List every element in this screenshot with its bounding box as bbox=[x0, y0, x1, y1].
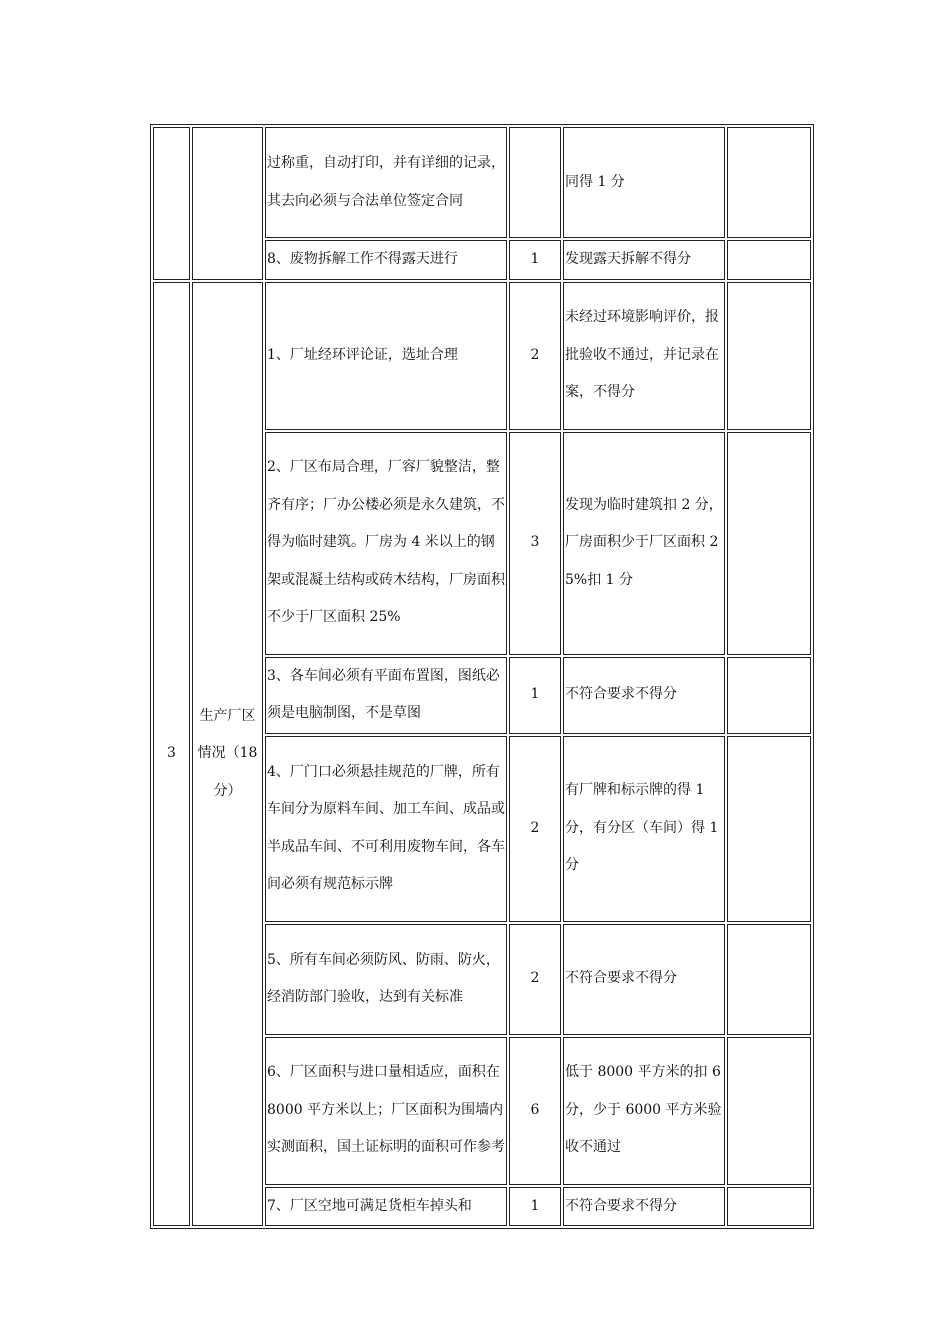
note-cell bbox=[727, 282, 811, 430]
note-cell bbox=[727, 1037, 811, 1185]
content-cell: 4、厂门口必须悬挂规范的厂牌，所有车间分为原料车间、加工车间、成品或半成品车间、不可利用废物车间，各车间必须有规范标示牌 bbox=[265, 736, 507, 922]
rule-cell: 未经过环境影响评价，报批验收不通过，并记录在案，不得分 bbox=[563, 282, 725, 430]
content-cell: 5、所有车间必须防风、防雨、防火，经消防部门验收，达到有关标准 bbox=[265, 924, 507, 1035]
content-cell: 过称重，自动打印，并有详细的记录，其去向必须与合法单位签定合同 bbox=[265, 127, 507, 238]
score-cell: 1 bbox=[509, 240, 561, 280]
note-cell bbox=[727, 432, 811, 655]
content-cell: 2、厂区布局合理，厂容厂貌整洁，整齐有序；厂办公楼必须是永久建筑，不得为临时建筑。厂房为 4 米以上的钢架或混凝土结构或砖木结构，厂房面积不少于厂区面积 25% bbox=[265, 432, 507, 655]
rule-cell: 不符合要求不得分 bbox=[563, 657, 725, 734]
rule-cell: 不符合要求不得分 bbox=[563, 1187, 725, 1227]
row-number-cell bbox=[153, 127, 190, 280]
rule-cell: 有厂牌和标示牌的得 1 分，有分区（车间）得 1 分 bbox=[563, 736, 725, 922]
content-cell: 1、厂址经环评论证，选址合理 bbox=[265, 282, 507, 430]
score-cell: 2 bbox=[509, 282, 561, 430]
rule-cell: 发现为临时建筑扣 2 分，厂房面积少于厂区面积 25%扣 1 分 bbox=[563, 432, 725, 655]
item-cell bbox=[192, 127, 263, 280]
note-cell bbox=[727, 736, 811, 922]
score-cell bbox=[509, 127, 561, 238]
item-cell: 生产厂区情况（18 分） bbox=[192, 282, 263, 1227]
score-cell: 2 bbox=[509, 924, 561, 1035]
score-cell: 1 bbox=[509, 1187, 561, 1227]
row-number-cell: 3 bbox=[153, 282, 190, 1227]
content-cell: 7、厂区空地可满足货柜车掉头和 bbox=[265, 1187, 507, 1227]
note-cell bbox=[727, 240, 811, 280]
content-cell: 8、废物拆解工作不得露天进行 bbox=[265, 240, 507, 280]
rule-cell: 低于 8000 平方米的扣 6 分，少于 6000 平方米验收不通过 bbox=[563, 1037, 725, 1185]
rule-cell: 不符合要求不得分 bbox=[563, 924, 725, 1035]
assessment-table bbox=[150, 124, 814, 1229]
score-cell: 3 bbox=[509, 432, 561, 655]
score-cell: 1 bbox=[509, 657, 561, 734]
content-cell: 3、各车间必须有平面布置图，图纸必须是电脑制图，不是草图 bbox=[265, 657, 507, 734]
note-cell bbox=[727, 657, 811, 734]
score-cell: 2 bbox=[509, 736, 561, 922]
table-row bbox=[153, 127, 811, 238]
content-cell: 6、厂区面积与进口量相适应，面积在 8000 平方米以上；厂区面积为围墙内实测面积，国土证标明的面积可作参考 bbox=[265, 1037, 507, 1185]
note-cell bbox=[727, 924, 811, 1035]
score-cell: 6 bbox=[509, 1037, 561, 1185]
table-row bbox=[153, 282, 811, 430]
note-cell bbox=[727, 1187, 811, 1227]
note-cell bbox=[727, 127, 811, 238]
rule-cell: 发现露天拆解不得分 bbox=[563, 240, 725, 280]
rule-cell: 同得 1 分 bbox=[563, 127, 725, 238]
